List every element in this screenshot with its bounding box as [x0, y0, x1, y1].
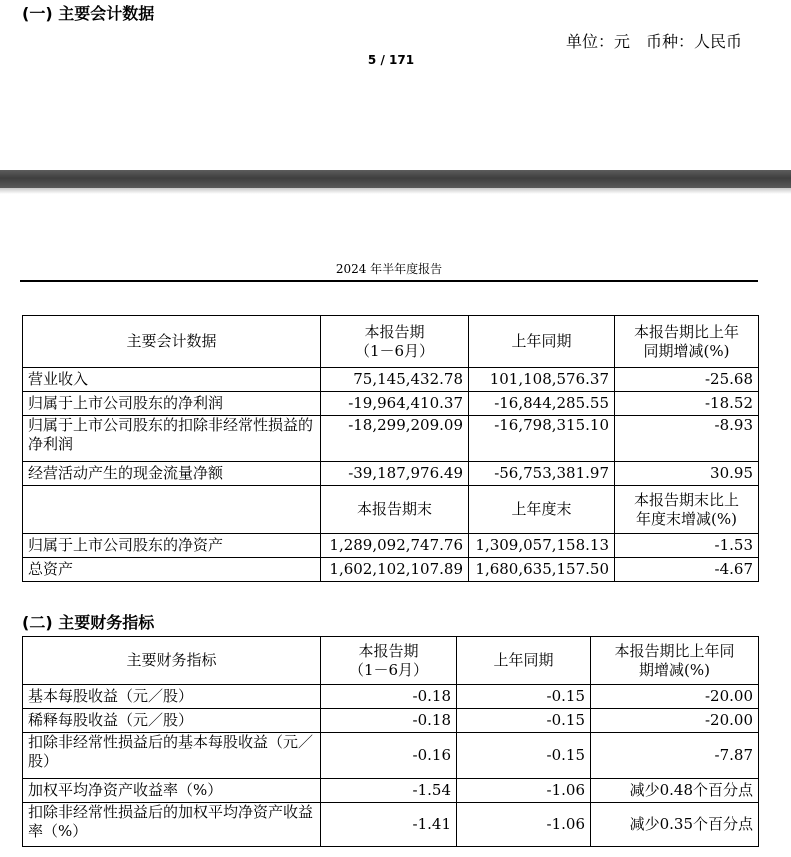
header-line: 年度末增减(%): [636, 509, 737, 528]
header-cell: [321, 637, 457, 685]
value-change: -7.87: [591, 733, 759, 779]
table-row: [23, 558, 759, 582]
row-label: 归属于上市公司股东的扣除非经常性损益的净利润: [23, 416, 321, 462]
value-prior: -0.15: [457, 733, 591, 779]
header-line: 本报告期: [358, 641, 419, 660]
value-prior: 1,680,635,157.50: [469, 558, 615, 582]
table-header-row: [23, 316, 759, 368]
table-subheader-row: [23, 486, 759, 534]
value-current: -1.41: [321, 803, 457, 847]
row-label: 基本每股收益（元／股）: [23, 685, 321, 709]
value-prior: -1.06: [457, 803, 591, 847]
table-row: [23, 709, 759, 733]
value-current: 1,289,092,747.76: [321, 534, 469, 558]
header-cell: [591, 637, 759, 685]
value-prior: -1.06: [457, 779, 591, 803]
value-change: -20.00: [591, 709, 759, 733]
header-cell: 上年同期: [457, 637, 591, 685]
header-line: 本报告期: [364, 322, 425, 341]
value-prior: -56,753,381.97: [469, 462, 615, 486]
row-label: 稀释每股收益（元／股）: [23, 709, 321, 733]
row-label: 加权平均净资产收益率（%）: [23, 779, 321, 803]
page-separator: [0, 170, 791, 188]
header-line: （1－6月）: [348, 660, 429, 679]
section-title-financial-indicators: (二) 主要财务指标: [22, 613, 155, 632]
value-change: -1.53: [615, 534, 759, 558]
value-change: -25.68: [615, 368, 759, 392]
value-change: 减少0.48个百分点: [591, 779, 759, 803]
table-row: [23, 803, 759, 847]
value-change: -4.67: [615, 558, 759, 582]
header-rule: [20, 280, 758, 282]
table-header-row: [23, 637, 759, 685]
row-label: 扣除非经常性损益后的基本每股收益（元／股）: [23, 733, 321, 779]
header-cell: 本报告期末: [321, 486, 469, 534]
header-line: 期增减(%): [639, 660, 710, 679]
row-label: 归属于上市公司股东的净利润: [23, 392, 321, 416]
empty-cell: [23, 486, 321, 534]
value-current: -0.18: [321, 709, 457, 733]
row-label: 扣除非经常性损益后的加权平均净资产收益率（%）: [23, 803, 321, 847]
header-line: 本报告期末比上: [633, 490, 739, 509]
value-current: 75,145,432.78: [321, 368, 469, 392]
table-row: [23, 392, 759, 416]
value-prior: -16,844,285.55: [469, 392, 615, 416]
value-prior: -0.15: [457, 709, 591, 733]
value-change: -18.52: [615, 392, 759, 416]
header-cell: [615, 316, 759, 368]
table-row: [23, 685, 759, 709]
accounting-data-table: [22, 315, 759, 582]
section-title-accounting-data: (一) 主要会计数据: [22, 4, 155, 23]
table-row: [23, 368, 759, 392]
header-cell: 上年同期: [469, 316, 615, 368]
value-prior: -0.15: [457, 685, 591, 709]
row-label: 总资产: [23, 558, 321, 582]
report-title: 2024 年半年度报告: [335, 262, 443, 276]
value-current: -19,964,410.37: [321, 392, 469, 416]
value-prior: 101,108,576.37: [469, 368, 615, 392]
value-change: 30.95: [615, 462, 759, 486]
table-row: [23, 416, 759, 462]
value-current: 1,602,102,107.89: [321, 558, 469, 582]
header-line: 同期增减(%): [643, 341, 730, 360]
value-current: -0.18: [321, 685, 457, 709]
value-prior: 1,309,057,158.13: [469, 534, 615, 558]
table-row: [23, 534, 759, 558]
page-separator-shadow: [0, 188, 791, 194]
value-current: -1.54: [321, 779, 457, 803]
row-label: 营业收入: [23, 368, 321, 392]
unit-label: 单位：元: [566, 32, 631, 51]
value-prior: -16,798,315.10: [469, 416, 615, 462]
value-current: -0.16: [321, 733, 457, 779]
table-row: [23, 779, 759, 803]
header-cell: 上年度末: [469, 486, 615, 534]
row-label: 归属于上市公司股东的净资产: [23, 534, 321, 558]
table-row: [23, 462, 759, 486]
header-line: 本报告期比上年同: [614, 641, 735, 660]
value-change: -8.93: [615, 416, 759, 462]
financial-indicators-table: [22, 636, 759, 847]
header-cell: [615, 486, 759, 534]
header-cell: [321, 316, 469, 368]
currency-label: 币种：人民币: [646, 32, 743, 51]
header-line: （1－6月）: [354, 341, 435, 360]
value-current: -18,299,209.09: [321, 416, 469, 462]
page-number: 5 / 171: [367, 53, 415, 67]
value-change: -20.00: [591, 685, 759, 709]
value-current: -39,187,976.49: [321, 462, 469, 486]
header-cell: 主要会计数据: [23, 316, 321, 368]
value-change: 减少0.35个百分点: [591, 803, 759, 847]
table-row: [23, 733, 759, 779]
row-label: 经营活动产生的现金流量净额: [23, 462, 321, 486]
header-cell: 主要财务指标: [23, 637, 321, 685]
header-line: 本报告期比上年: [633, 322, 739, 341]
unit-currency-line: [566, 29, 742, 52]
